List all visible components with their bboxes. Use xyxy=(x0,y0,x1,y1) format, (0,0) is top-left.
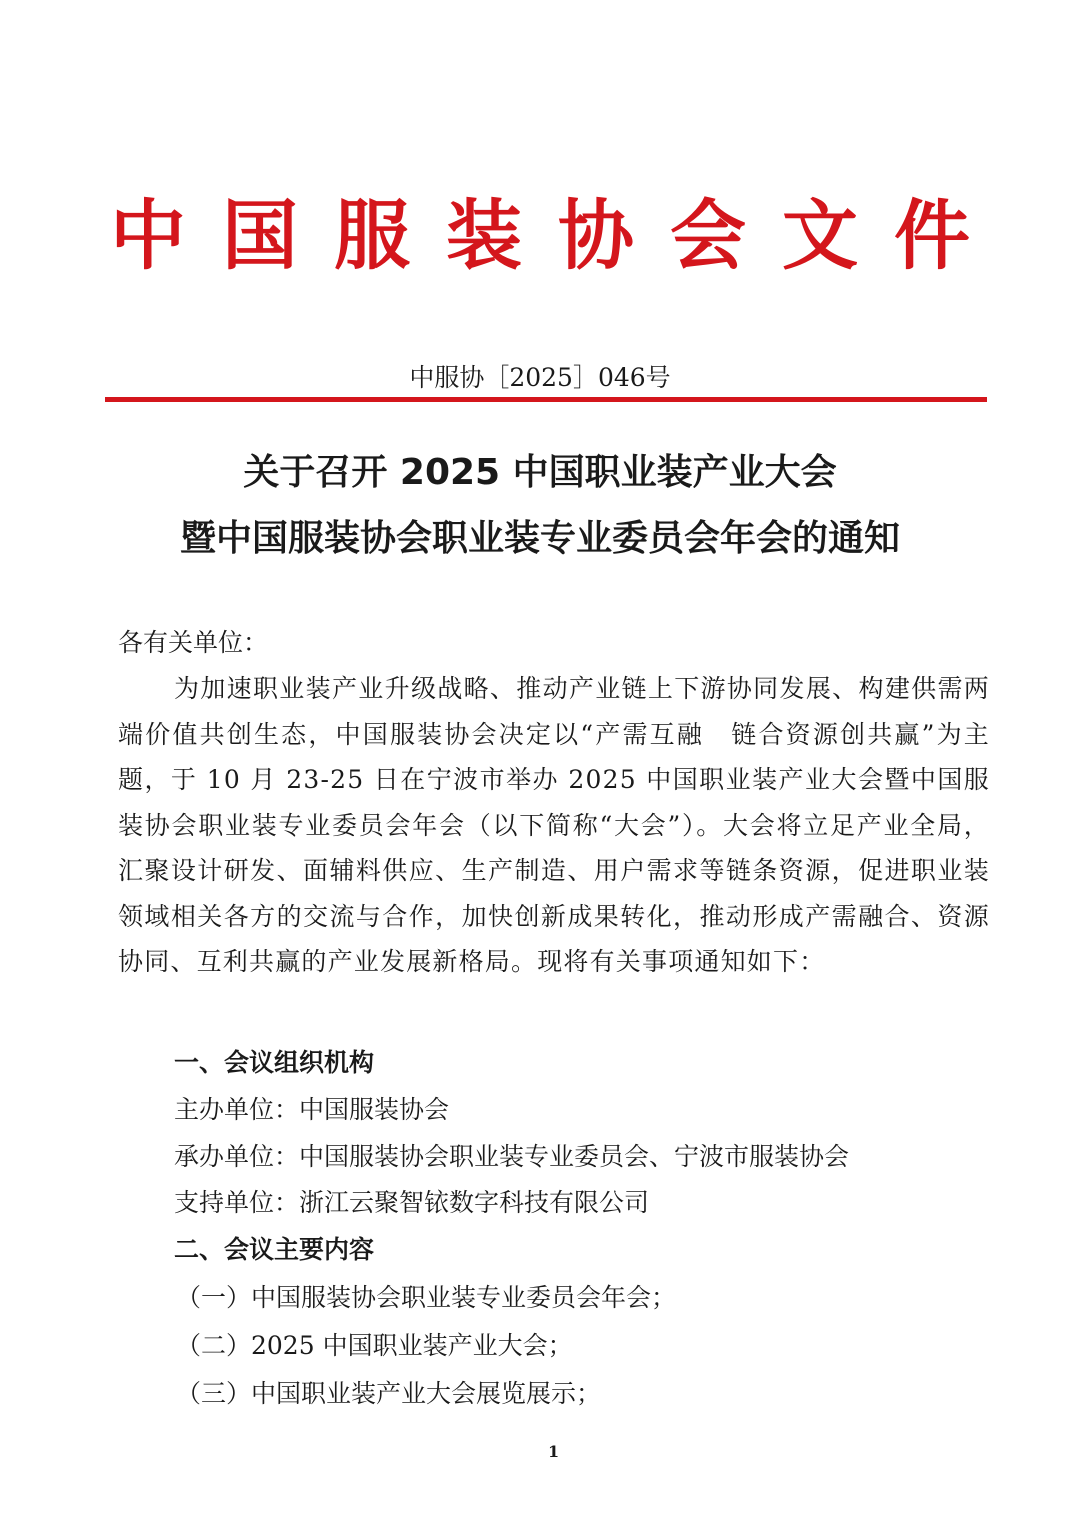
host-unit-line: 主办单位：中国服装协会 xyxy=(174,1095,450,1124)
content-item-1: （一）中国服装协会职业装专业委员会年会； xyxy=(176,1283,677,1312)
supporter-unit-line: 支持单位：浙江云聚智铱数字科技有限公司 xyxy=(174,1188,650,1217)
notice-title-line-1: 关于召开 2025 中国职业装产业大会 xyxy=(243,452,837,493)
notice-title xyxy=(0,440,1080,572)
content-item-3: （三）中国职业装产业大会展览展示； xyxy=(176,1379,602,1408)
notice-title-line-2: 暨中国服装协会职业装专业委员会年会的通知 xyxy=(179,518,900,559)
intro-paragraph: 为加速职业装产业升级战略、推动产业链上下游协同发展、构建供需两端价值共创生态，中国服装协会决定以“产需互融 链合资源创共赢”为主题，于 10 月 23-25 日在宁波市举办 2025 中国职业装产业大会暨中国服装协会职业装专业委员会年会（以下简称“大会”）。大会将立足产业全局，汇聚设计研发、面辅料供应、生产制造、用户需求等链条资源，促进职业装领域相关各方的交流与合作，加快创新成果转化，推动形成产需融合、资源协同、互利共赢的产业发展新格局。现将有关事项通知如下： xyxy=(118,674,990,976)
org-header-title: 中国服装协会文件 xyxy=(110,191,970,280)
salutation: 各有关单位： xyxy=(118,628,269,657)
red-divider-line xyxy=(105,397,987,402)
section-2-heading: 二、会议主要内容 xyxy=(174,1235,375,1264)
content-item-2: （二）2025 中国职业装产业大会； xyxy=(176,1331,573,1360)
organizer-unit-line: 承办单位：中国服装协会职业装专业委员会、宁波市服装协会 xyxy=(174,1142,850,1171)
page-number: 1 xyxy=(548,1442,560,1461)
section-1-heading: 一、会议组织机构 xyxy=(174,1048,375,1077)
document-number: 中服协［2025］046号 xyxy=(409,363,671,392)
